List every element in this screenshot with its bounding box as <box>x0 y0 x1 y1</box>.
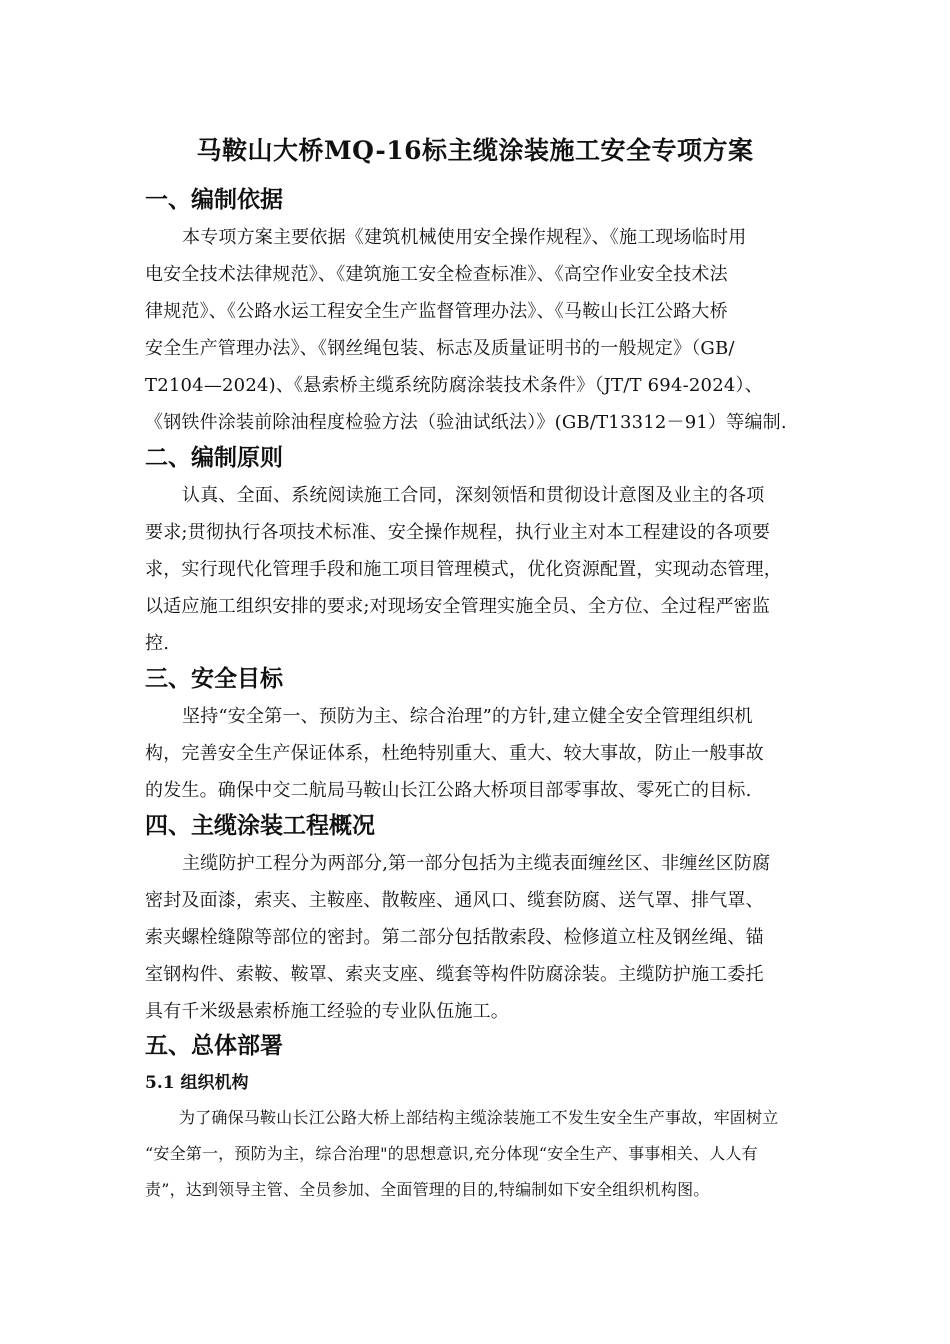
section-body-organization <box>145 1100 817 1208</box>
section-heading-overview: 四、主缆涂装工程概况 <box>145 812 375 839</box>
section-heading-deployment: 五、总体部署 <box>145 1032 283 1059</box>
paragraph-line: 以适应施工组织安排的要求;对现场安全管理实施全员、全方位、全过程严密监 <box>145 596 771 617</box>
section-heading-principles: 二、编制原则 <box>145 444 283 471</box>
section-heading-safety-goal: 三、安全目标 <box>145 665 283 692</box>
paragraph-line: T2104—2024)、《悬索桥主缆系统防腐涂装技术条件》（JT/T 694-2024）、 <box>145 375 763 396</box>
paragraph-line: 要求;贯彻执行各项技术标准、安全操作规程，执行业主对本工程建设的各项要 <box>145 522 771 543</box>
subsection-heading-organization: 5.1 组织机构 <box>145 1073 249 1093</box>
paragraph-line: 的发生。确保中交二航局马鞍山长江公路大桥项目部零事故、零死亡的目标. <box>145 780 752 801</box>
paragraph-line: 控. <box>145 633 170 654</box>
paragraph-line: 坚持“安全第一、预防为主、综合治理”的方针,建立健全安全管理组织机 <box>182 706 753 727</box>
paragraph-line: 索夹螺栓缝隙等部位的密封。第二部分包括散索段、检修道立柱及钢丝绳、锚 <box>145 927 764 948</box>
paragraph-line: 主缆防护工程分为两部分,第一部分包括为主缆表面缠丝区、非缠丝区防腐 <box>182 853 771 874</box>
paragraph-line: 律规范》、《公路水运工程安全生产监督管理办法》、《马鞍山长江公路大桥 <box>145 301 728 322</box>
document-title: 马鞍山大桥MQ-16标主缆涂装施工安全专项方案 <box>196 136 754 165</box>
paragraph-line: 《钢铁件涂装前除油程度检验方法（验油试纸法）》(GB/T13312－91）等编制. <box>145 412 787 433</box>
paragraph-line: 具有千米级悬索桥施工经验的专业队伍施工。 <box>145 1001 509 1022</box>
paragraph-line: 安全生产管理办法》、《钢丝绳包装、标志及质量证明书的一般规定》（GB/ <box>145 338 735 359</box>
paragraph-line: 为了确保马鞍山长江公路大桥上部结构主缆涂装施工不发生安全生产事故，牢固树立 <box>179 1108 779 1127</box>
paragraph-line: 密封及面漆，索夹、主鞍座、散鞍座、通风口、缆套防腐、送气罩、排气罩、 <box>145 890 764 911</box>
paragraph-line: 本专项方案主要依据《建筑机械使用安全操作规程》、《施工现场临时用 <box>182 227 747 248</box>
paragraph-line: 求，实行现代化管理手段和施工项目管理模式，优化资源配置，实现动态管理， <box>145 559 782 580</box>
paragraph-line: 认真、全面、系统阅读施工合同，深刻领悟和贯彻设计意图及业主的各项 <box>182 485 765 506</box>
paragraph-line: 构，完善安全生产保证体系，杜绝特别重大、重大、较大事故，防止一般事故 <box>145 743 764 764</box>
paragraph-line: 室钢构件、索鞍、鞍罩、索夹支座、缆套等构件防腐涂装。主缆防护施工委托 <box>145 964 764 985</box>
section-body-overview <box>145 845 817 1030</box>
section-heading-basis: 一、编制依据 <box>145 186 283 213</box>
section-body-principles <box>145 477 817 662</box>
section-body-safety-goal <box>145 698 817 809</box>
paragraph-line: 电安全技术法律规范》、《建筑施工安全检查标准》、《高空作业安全技术法 <box>145 264 728 285</box>
paragraph-line: “安全第一，预防为主，综合治理"的思想意识,充分体现“安全生产、事事相关、人人有 <box>145 1144 758 1163</box>
section-body-basis <box>145 219 817 441</box>
paragraph-line: 责”，达到领导主管、全员参加、全面管理的目的,特编制如下安全组织机构图。 <box>145 1180 710 1199</box>
